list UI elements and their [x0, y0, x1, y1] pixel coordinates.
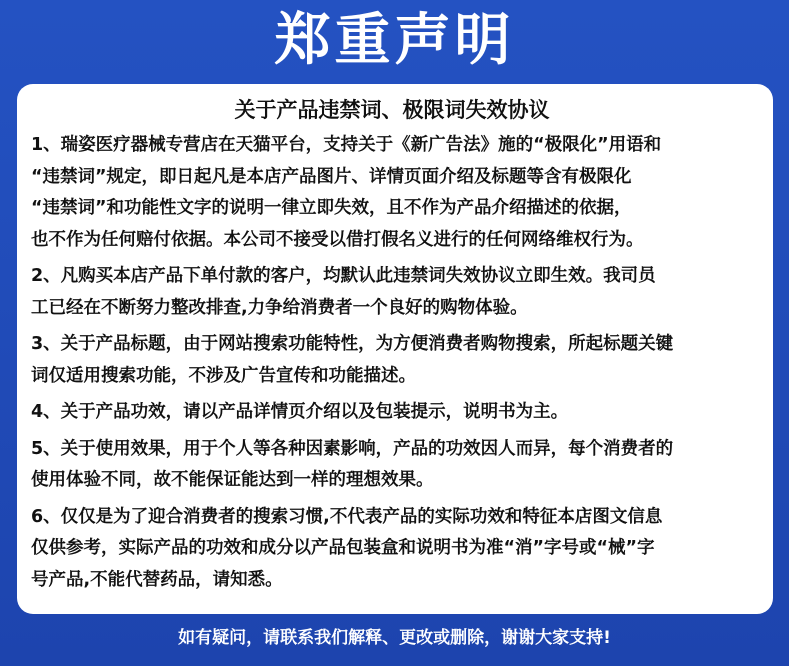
clause-4: 4、关于产品功效，请以产品详情页介绍以及包装提示，说明书为主。: [31, 402, 569, 422]
declaration-card: [17, 84, 773, 614]
clause-2: 2、凡购买本店产品下单付款的客户，均默认此违禁词失效协议立即生效。我司员 工已经在不断努力整改排查,力争给消费者一个良好的购物体验。: [31, 266, 656, 318]
footer-notice: 如有疑问，请联系我们解释、更改或删除，谢谢大家支持!: [178, 628, 611, 648]
page-title: 郑重声明: [274, 8, 515, 73]
clause-1: 1、瑞姿医疗器械专营店在天猫平台，支持关于《新广告法》施的“极限化”用语和 “违禁词”规定，即日起凡是本店产品图片、详情页面介绍及标题等含有极限化 “违禁词”和功能性文字的说明一律立即失效，且不作为产品介绍描述的依据， 也不作为任何赔付依据。本公司不接受以借打假名义进行的任何网络维权行为。: [31, 135, 662, 250]
clause-6: 6、仅仅是为了迎合消费者的搜索习惯,不代表产品的实际功效和特征本店图文信息 仅供参考，实际产品的功效和成分以产品包装盒和说明书为准“消”字号或“械”字 号产品,不能代替药品，请知悉。: [31, 506, 663, 590]
clause-3: 3、关于产品标题，由于网站搜索功能特性，为方便消费者购物搜索，所起标题关键 词仅适用搜索功能，不涉及广告宣传和功能描述。: [31, 334, 674, 386]
declaration-heading: 关于产品违禁词、极限词失效协议: [234, 98, 550, 122]
clause-5: 5、关于使用效果，用于个人等各种因素影响，产品的功效因人而异，每个消费者的 使用体验不同，故不能保证能达到一样的理想效果。: [31, 438, 674, 490]
